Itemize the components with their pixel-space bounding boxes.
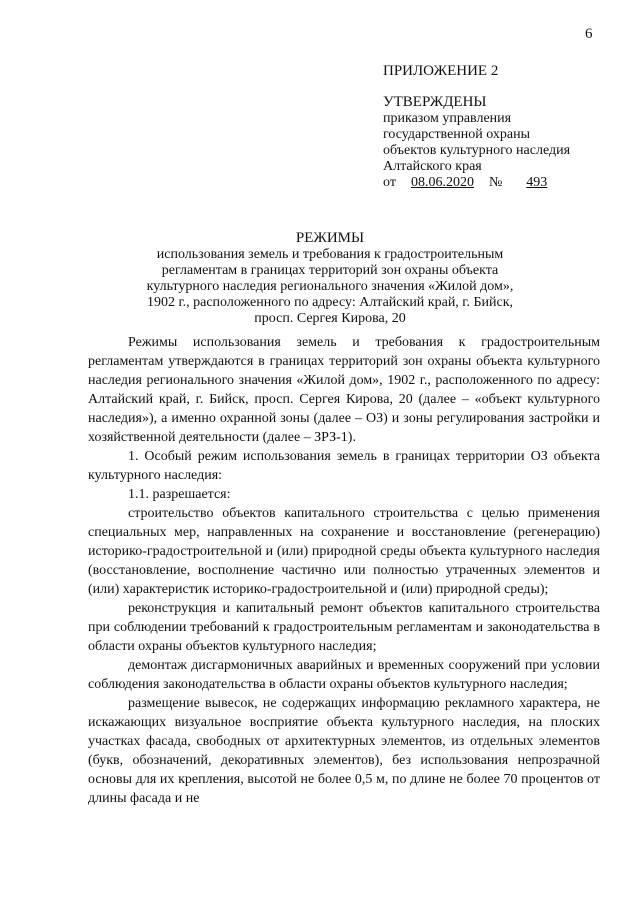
approval-line: приказом управления xyxy=(383,111,512,126)
title-subline: регламентам в границах территорий зон охраны объекта xyxy=(161,263,499,278)
paragraph-section-1: 1. Особый режим использования земель в границах территории ОЗ объекта культурного наследия: xyxy=(88,449,600,483)
paragraph-item-signage: размещение вывесок, не содержащих информацию рекламного характера, не искажающих визуальное восприятие объекта культурного наследия, на плоских участках фасада, свободных от архитектурных элементов, из отдельных элементов (букв, обозначений, декоративных элементов), без использования непрозрачной основы для их крепления, высотой не более 0,5 м, по длине не более 70 процентов от длины фасада и не xyxy=(88,696,600,806)
order-number: 493 xyxy=(526,175,548,190)
order-date-number-line xyxy=(383,175,570,191)
order-number-sign: № xyxy=(488,175,503,190)
appendix-label: ПРИЛОЖЕНИЕ 2 xyxy=(383,63,499,79)
approved-heading: УТВЕРЖДЕНЫ xyxy=(383,94,487,110)
document-title: РЕЖИМЫ xyxy=(295,230,365,246)
paragraph-item-reconstruction: реконструкция и капитальный ремонт объектов капитального строительства при соблюдении требований к градостроительным регламентам и законодательства в области охраны объектов культурного наследия; xyxy=(88,601,600,654)
approval-line: Алтайского края xyxy=(383,159,482,174)
approval-block xyxy=(383,94,570,191)
title-subline: 1902 г., расположенного по адресу: Алтайский край, г. Бийск, xyxy=(146,295,514,310)
title-subline: использования земель и требования к градостроительным xyxy=(156,247,504,262)
paragraph-subsection-1-1: 1.1. разрешается: xyxy=(128,487,231,502)
document-body xyxy=(88,333,600,808)
title-subline: просп. Сергея Кирова, 20 xyxy=(254,311,406,326)
paragraph-intro: Режимы использования земель и требования к градостроительным регламентам утверждаются в границах территорий зон охраны объекта культурного наследия регионального значения «Жилой дом», 1902 г., расположенного по адресу: Алтайский край, г. Бийск, просп. Сергея Кирова, 20 (далее – «объект культурного наследия»), а именно охранной зоны (далее – ОЗ) и зоны регулирования застройки и хозяйственной деятельности (далее – ЗРЗ-1). xyxy=(88,335,600,445)
approval-line: государственной охраны xyxy=(383,127,531,142)
document-title-block xyxy=(120,230,540,327)
page-number: 6 xyxy=(585,26,593,42)
approval-line: объектов культурного наследия xyxy=(383,143,571,158)
paragraph-item-construction: строительство объектов капитального строительства с целью применения специальных мер, направленных на сохранение и восстановление (регенерацию) историко-градостроительной и (или) природной среды объекта культурного наследия (восстановление, восполнение частично или полностью утраченных элементов и (или) характеристик историко-градостроительной и (или) природной среды); xyxy=(88,506,600,597)
paragraph-item-demolition: демонтаж дисгармоничных аварийных и временных сооружений при условии соблюдения законодательства в области охраны объектов культурного наследия; xyxy=(88,658,600,692)
order-from-prefix: от xyxy=(383,175,396,190)
title-subline: культурного наследия регионального значения «Жилой дом», xyxy=(146,279,514,294)
order-date: 08.06.2020 xyxy=(410,175,474,190)
